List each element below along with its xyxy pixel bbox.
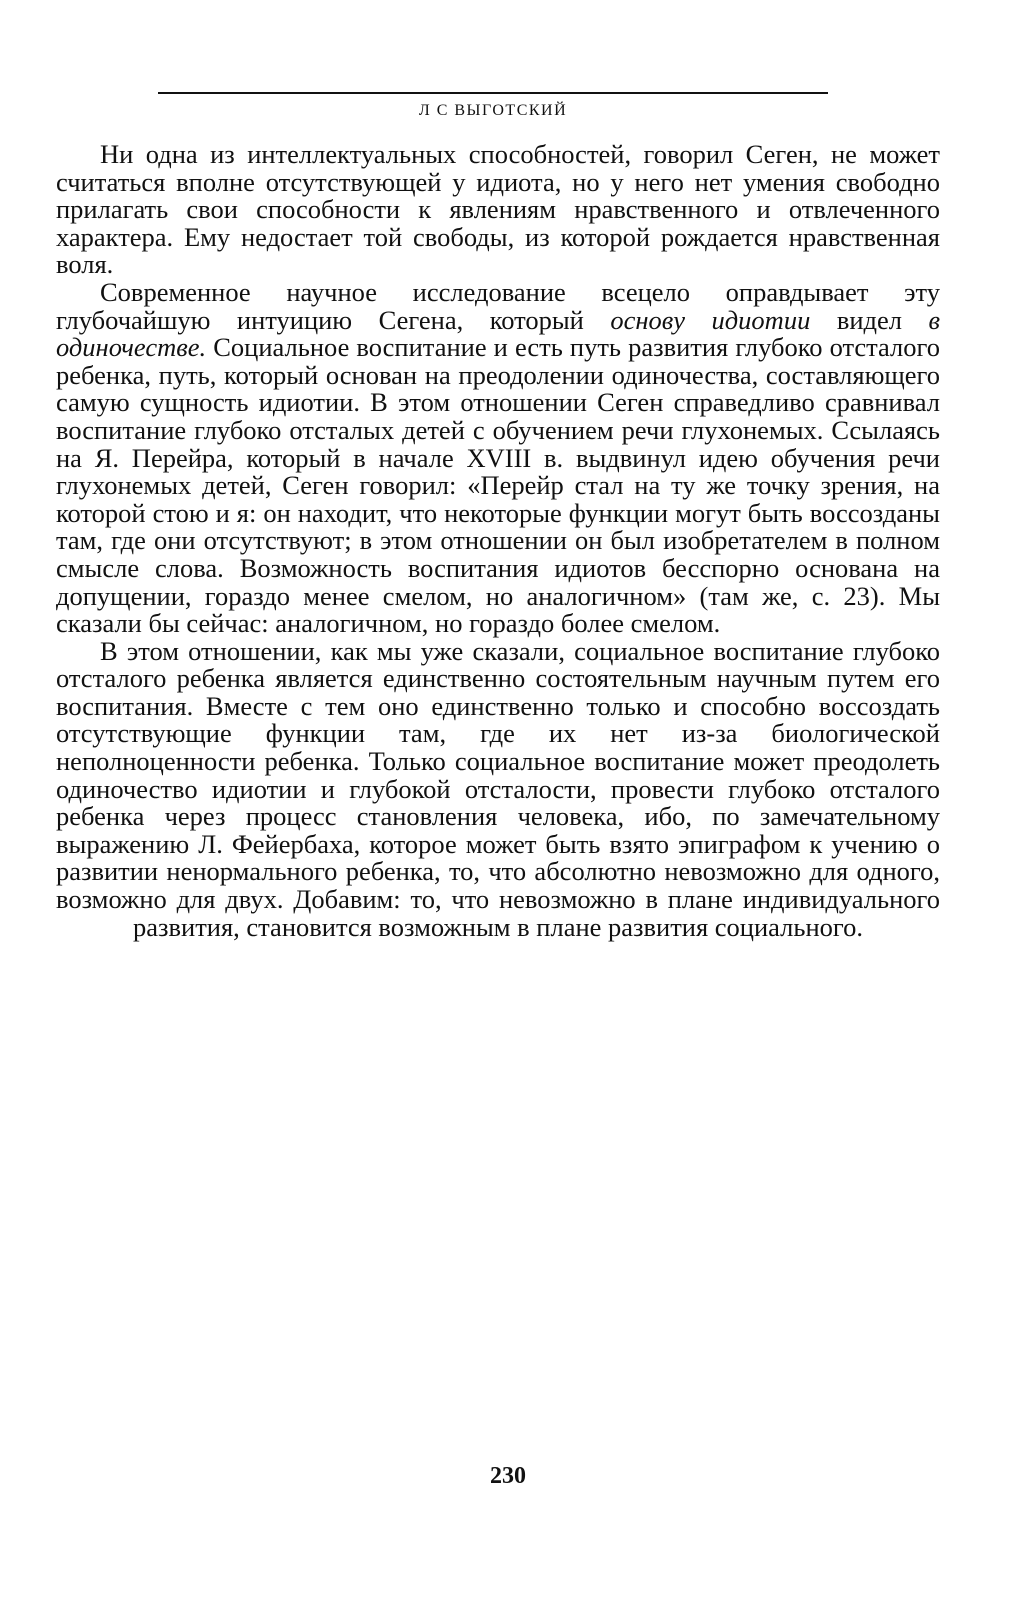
running-head: Л С ВЫГОТСКИЙ <box>418 102 568 119</box>
paragraph-2 <box>56 276 940 639</box>
page-number: 230 <box>490 1463 526 1489</box>
paragraph-2-emphasis-1: основу идиотии <box>610 304 811 335</box>
paragraph-1: Ни одна из интеллектуальных способностей, говорил Сеген, не может считаться вполне отсутствующей у идиота, но у него нет умения свободно прилагать свои способности к явлениям нравственного и отвлеченного характера. Ему недостает той свободы, из которой рождается нравственная воля. <box>56 139 940 280</box>
paragraph-2-text-after: Социальное воспитание и есть путь развития глубоко отсталого ребенка, путь, который основан на преодолении одиночества, составляющего самую сущность идиотии. В этом отношении Сеген справедливо сравнивал воспитание глубоко отсталых детей с обучением речи глухонемых. Ссылаясь на Я. Перейра, который в начале XVIII в. выдвинул идею обучения речи глухонемых детей, Сеген говорил: «Перейр стал на ту же точку зрения, на которой стою и я: он находит, что некоторые функции могут быть воссозданы там, где они отсутствуют; в этом отношении он был изобретателем в полном смысле слова. Возможность воспитания идиотов бесспорно основана на допущении, гораздо менее смелом, но аналогичном» (там же, с. 23). Мы сказали бы сейчас: аналогичном, но гораздо более смелом. <box>56 332 940 639</box>
paragraph-2-text-before: Современное научное исследование всецело оправдывает эту глубочайшую интуицию Сегена, который <box>56 276 940 335</box>
paragraph-2-text-middle: видел <box>810 304 929 335</box>
paragraph-2-emphasis-2: в одиночестве. <box>56 304 940 363</box>
header-rule <box>158 92 828 94</box>
body-text <box>56 141 940 941</box>
paragraph-3: В этом отношении, как мы уже сказали, социальное воспитание глубоко отсталого ребенка является единственно состоятельным научным путем его воспитания. Вместе с тем оно единственно только и способно воссоздать отсутствующие функции там, где их нет из-за биологической неполноценности ребенка. Только социальное воспитание может преодолеть одиночество идиотии и глубокой отсталости, провести глубоко отсталого ребенка через процесс становления человека, ибо, по замечательному выражению Л. Фейербаха, которое может быть взято эпиграфом к учению о развитии ненормального ребенка, то, что абсолютно невозможно для одного, возможно для двух. Добавим: то, что невозможно в плане индивидуального развития, становится возможным в плане развития социального. <box>56 635 940 942</box>
